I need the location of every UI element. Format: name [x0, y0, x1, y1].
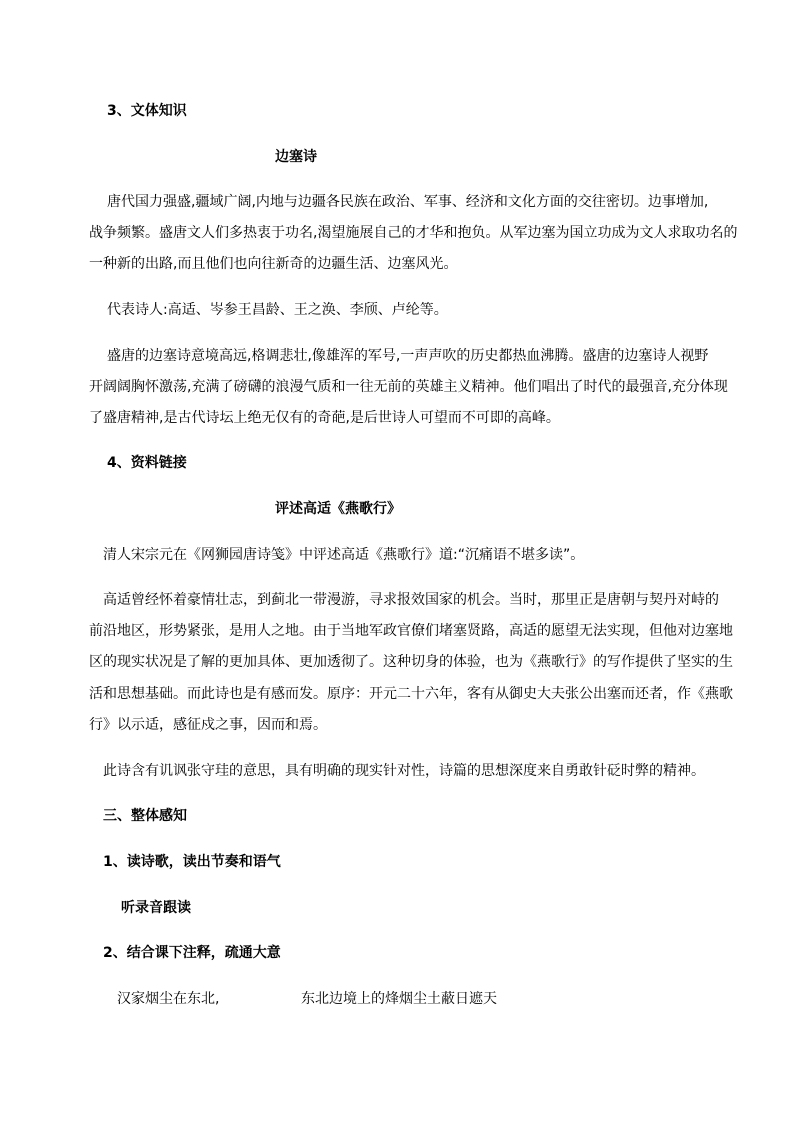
- section4-summary: 此诗含有讥讽张守珪的意思，具有明确的现实针对性，诗篇的思想深度来自勇敢针砭时弊的精神。: [103, 763, 705, 779]
- section3-title: 边塞诗: [275, 149, 317, 165]
- section3-para1-line2: 战争频繁。盛唐文人们多热衷于功名,渴望施展自己的才华和抱负。从军边塞为国立功成为文人求取功名的: [89, 225, 738, 241]
- section3-heading: 3、文体知识: [107, 103, 187, 119]
- part3-step2: 2、结合课下注释，疏通大意: [103, 945, 281, 961]
- section4-para-line2: 前沿地区，形势紧张，是用人之地。由于当地军政官僚们堵塞贤路，高适的愿望无法实现，但他对边塞地: [89, 623, 733, 639]
- section3-para2-line1: 盛唐的边塞诗意境高远,格调悲壮,像雄浑的军号,一声声吹的历史都热血沸腾。盛唐的边塞诗人视野: [107, 348, 709, 364]
- part3-step1: 1、读诗歌，读出节奏和语气: [103, 854, 281, 870]
- section4-para-line1: 高适曾经怀着豪情壮志，到蓟北一带漫游，寻求报效国家的机会。当时，那里正是唐朝与契丹对峙的: [103, 592, 719, 608]
- section4-quote: 清人宋宗元在《网狮园唐诗笺》中评述高适《燕歌行》道:“沉痛语不堪多读”。: [103, 547, 585, 563]
- section3-para1-line3: 一种新的出路,而且他们也向往新奇的边疆生活、边塞风光。: [89, 256, 458, 272]
- verse-gloss: 东北边境上的烽烟尘土蔽日遮天: [301, 991, 497, 1007]
- section4-para-line5: 行》以示适，感征戍之事，因而和焉。: [89, 717, 327, 733]
- section3-para2-line2: 开阔阔胸怀激荡,充满了磅礴的浪漫气质和一往无前的英雄主义精神。他们唱出了时代的最强音,充分体现: [89, 379, 728, 395]
- section3-para1-line1: 唐代国力强盛,疆域广阔,内地与边疆各民族在政治、军事、经济和文化方面的交往密切。边事增加,: [107, 194, 709, 210]
- section4-para-line3: 区的现实状况是了解的更加具体、更加透彻了。这种切身的体验，也为《燕歌行》的写作提供了坚实的生: [89, 654, 733, 670]
- verse-line: 汉家烟尘在东北,: [117, 991, 220, 1007]
- part3-heading: 三、整体感知: [103, 808, 187, 824]
- section4-title: 评述高适《燕歌行》: [275, 501, 401, 517]
- section3-poets: 代表诗人:高适、岑参王昌龄、王之涣、李颀、卢纶等。: [107, 302, 448, 318]
- section4-para-line4: 活和思想基础。而此诗也是有感而发。原序：开元二十六年，客有从御史大夫张公出塞而还者，作《燕歌: [89, 686, 733, 702]
- part3-step1-sub: 听录音跟读: [121, 900, 191, 916]
- section4-heading: 4、资料链接: [107, 455, 187, 471]
- section3-para2-line3: 了盛唐精神,是古代诗坛上绝无仅有的奇葩,是后世诗人可望而不可即的高峰。: [89, 410, 560, 426]
